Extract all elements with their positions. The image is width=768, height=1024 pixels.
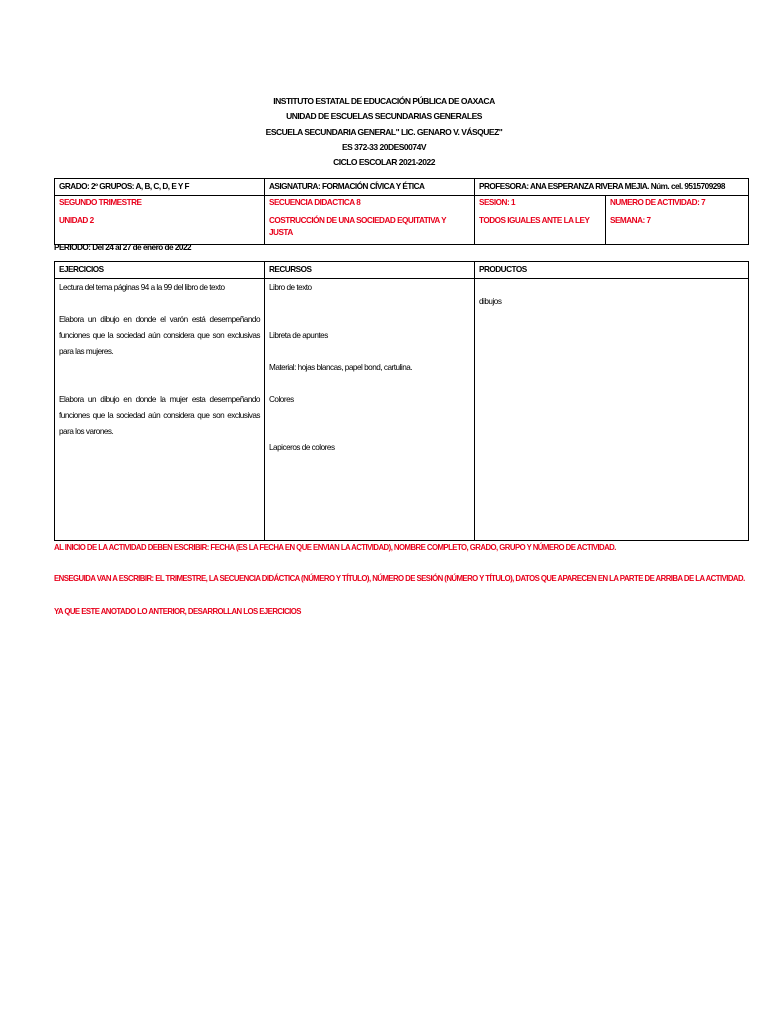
unidad-label: UNIDAD 2 — [59, 216, 94, 225]
recurso-4: Colores — [269, 395, 294, 404]
col-header-recursos: RECURSOS — [265, 262, 475, 279]
producto-1: dibujos — [479, 297, 502, 306]
header-school: ESCUELA SECUNDARIA GENERAL" LIC. GENARO V. VÁSQUEZ" — [265, 126, 503, 137]
recurso-2: Libreta de apuntes — [269, 331, 328, 340]
trimestre-cell — [55, 196, 265, 245]
note-3: YA QUE ESTE ANOTADO LO ANTERIOR, DESARROLLAN LOS EJERCICIOS — [54, 607, 301, 616]
ejercicio-3: Elabora un dibujo en donde la mujer esta desempeñando funciones que la sociedad aún considera que son exclusivas para los varones. — [59, 395, 260, 436]
recurso-3: Material: hojas blancas, papel bond, cartulina. — [269, 363, 413, 372]
note-2: ENSEGUIDA VAN A ESCRIBIR: EL TRIMESTRE, LA SECUENCIA DIDÁCTICA (NÚMERO Y TÍTULO), NÚMERO DE SESIÓN (NÚMERO Y TÍTULO), DATOS QUE APARECEN EN LA PARTE DE ARRIBA DE LA ACTIVIDAD. — [54, 574, 745, 583]
ejercicios-cell — [55, 279, 265, 541]
col-header-ejercicios: EJERCICIOS — [55, 262, 265, 279]
asignatura-cell: ASIGNATURA: FORMACIÓN CÍVICA Y ÉTICA — [265, 179, 475, 196]
recurso-1: Libro de texto — [269, 283, 312, 292]
info-table — [54, 178, 749, 245]
profesora-cell: PROFESORA: ANA ESPERANZA RIVERA MEJIA. Núm. cel. 9515709298 — [475, 179, 749, 196]
header-school-year: CICLO ESCOLAR 2021-2022 — [333, 157, 435, 168]
note-1: AL INICIO DE LA ACTIVIDAD DEBEN ESCRIBIR: FECHA (ES LA FECHA EN QUE ENVIAN LA ACTIVIDAD), NOMBRE COMPLETO, GRADO, GRUPO Y NÚMERO DE ACTIVIDAD. — [54, 543, 616, 552]
header-unit: UNIDAD DE ESCUELAS SECUNDARIAS GENERALES — [286, 111, 482, 122]
periodo-label: PERIODO: Del 24 al 27 de enero de 2022 — [54, 243, 192, 252]
sesion-cell — [475, 196, 606, 245]
secuencia-title: COSTRUCCIÓN DE UNA SOCIEDAD EQUITATIVA Y JUSTA — [269, 216, 446, 237]
productos-cell — [475, 279, 749, 541]
activity-table — [54, 261, 749, 541]
recursos-cell — [265, 279, 475, 541]
numero-actividad-label: NUMERO DE ACTIVIDAD: 7 — [610, 198, 706, 207]
actividad-cell — [606, 196, 749, 245]
sesion-title: TODOS IGUALES ANTE LA LEY — [479, 216, 590, 225]
header-school-code: ES 372-33 20DES0074V — [341, 141, 427, 152]
header-institute: INSTITUTO ESTATAL DE EDUCACIÓN PÚBLICA DE OAXACA — [273, 96, 495, 106]
ejercicio-1: Lectura del tema páginas 94 a la 99 del libro de texto — [59, 283, 225, 292]
document-header — [0, 94, 768, 170]
sesion-label: SESION: 1 — [479, 198, 515, 207]
recurso-5: Lapiceros de colores — [269, 443, 335, 452]
col-header-productos: PRODUCTOS — [475, 262, 749, 279]
semana-label: SEMANA: 7 — [610, 216, 651, 225]
secuencia-label: SECUENCIA DIDACTICA 8 — [269, 198, 361, 207]
ejercicio-2: Elabora un dibujo en donde el varón está desempeñando funciones que la sociedad aún considera que son exclusivas para las mujeres. — [59, 315, 260, 356]
trimestre-label: SEGUNDO TRIMESTRE — [59, 198, 142, 207]
secuencia-cell — [265, 196, 475, 245]
grado-cell: GRADO: 2º GRUPOS: A, B, C, D, E Y F — [55, 179, 265, 196]
